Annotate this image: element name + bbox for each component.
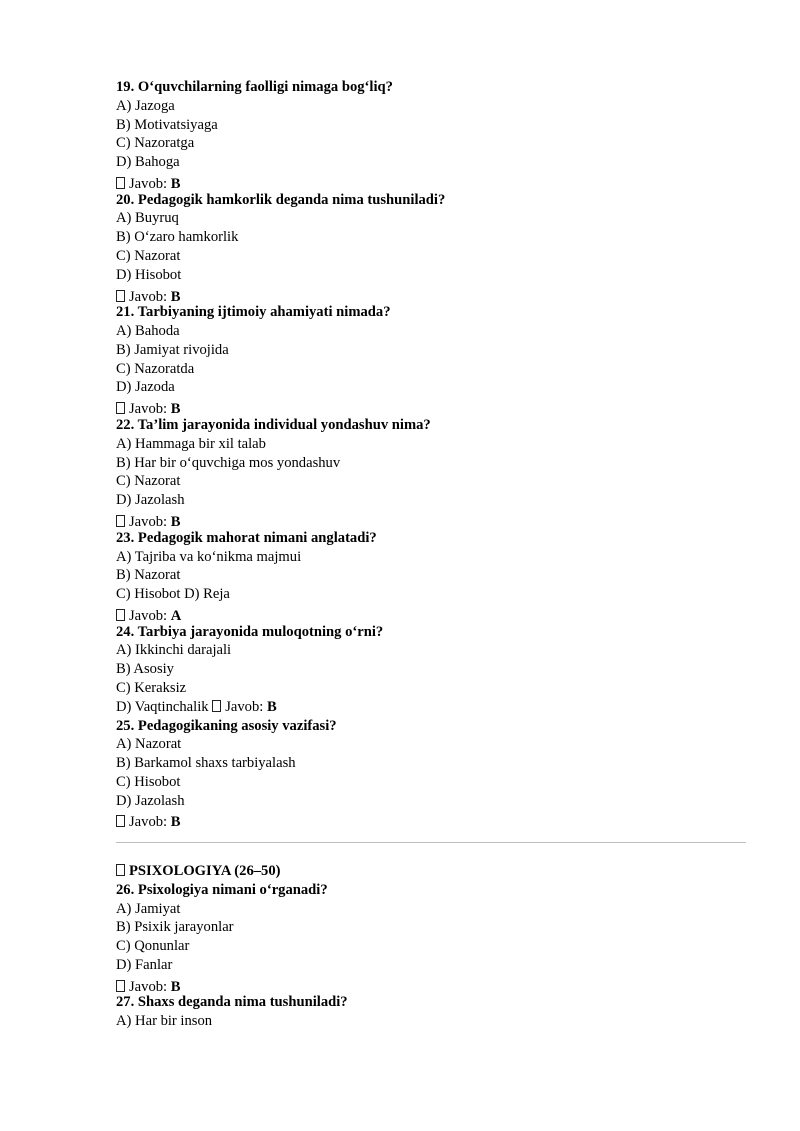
question-title xyxy=(116,993,348,1011)
question-text: Pedagogik mahorat nimani anglatadi? xyxy=(137,529,377,546)
missing-glyph-icon xyxy=(116,402,125,414)
question-title xyxy=(116,529,377,547)
question-text: O‘quvchilarning faolligi nimaga bog‘liq? xyxy=(137,79,393,95)
missing-glyph-icon xyxy=(116,290,125,302)
option-text: C) Hisobot D) Reja xyxy=(116,586,230,603)
question-number: 23. xyxy=(116,529,135,546)
answer-letter: B xyxy=(170,513,181,530)
option-text: D) Vaqtinchalik xyxy=(116,698,209,715)
answer-label: Javob: xyxy=(129,513,168,530)
answer-label: Javob: xyxy=(225,698,264,715)
missing-glyph-icon xyxy=(116,864,125,876)
answer-option xyxy=(116,454,340,472)
question-number: 25. xyxy=(116,717,135,734)
answer-option xyxy=(116,209,179,227)
answer-option xyxy=(116,585,230,603)
question-number: 27. xyxy=(116,994,135,1011)
answer-letter: B xyxy=(170,814,181,831)
option-text: D) Jazolash xyxy=(116,492,185,509)
answer-option xyxy=(116,918,234,936)
missing-glyph-icon xyxy=(116,515,125,527)
answer-option xyxy=(116,735,181,753)
option-text: B) Asosiy xyxy=(116,661,174,678)
option-text: D) Hisobot xyxy=(116,266,182,283)
question-title xyxy=(116,191,445,209)
missing-glyph-icon xyxy=(116,815,125,827)
option-text: A) Hammaga bir xil talab xyxy=(116,435,266,452)
answer-option xyxy=(116,937,189,955)
answer-option xyxy=(116,698,277,716)
answer-option xyxy=(116,435,266,453)
option-text: B) Motivatsiyaga xyxy=(116,116,218,133)
answer-option xyxy=(116,247,180,265)
answer-option xyxy=(116,228,238,246)
option-text: C) Nazorat xyxy=(116,473,181,490)
option-text: B) Psixik jarayonlar xyxy=(116,919,234,936)
option-text: B) Barkamol shaxs tarbiyalash xyxy=(116,755,296,772)
option-text: C) Hisobot xyxy=(116,773,181,790)
option-text: C) Qonunlar xyxy=(116,938,190,955)
answer-label: Javob: xyxy=(129,175,168,192)
option-text: B) Nazorat xyxy=(116,567,181,584)
answer-label: Javob: xyxy=(129,607,168,624)
option-text: A) Har bir inson xyxy=(116,1013,213,1030)
option-text: D) Jazolash xyxy=(116,792,185,809)
answer-label: Javob: xyxy=(129,401,168,418)
section-heading xyxy=(116,862,281,880)
question-text: Tarbiyaning ijtimoiy ahamiyati nimada? xyxy=(137,304,391,321)
missing-glyph-icon xyxy=(116,177,125,189)
answer-option xyxy=(116,900,180,918)
option-text: D) Jazoda xyxy=(116,379,175,396)
option-text: A) Jamiyat xyxy=(116,900,181,917)
question-number: 26. xyxy=(116,881,135,898)
question-title xyxy=(116,78,393,96)
option-text: A) Nazorat xyxy=(116,736,182,753)
missing-glyph-icon xyxy=(212,700,221,712)
option-text: A) Tajriba va ko‘nikma majmui xyxy=(116,548,302,565)
answer-label: Javob: xyxy=(129,978,168,995)
question-number: 21. xyxy=(116,304,135,321)
answer-letter: B xyxy=(170,978,181,995)
answer-option xyxy=(116,322,180,340)
answer-option xyxy=(116,660,174,678)
missing-glyph-icon xyxy=(116,980,125,992)
question-number: 24. xyxy=(116,623,135,640)
answer-option xyxy=(116,378,175,396)
answer-option xyxy=(116,266,181,284)
question-number: 19. xyxy=(116,79,135,95)
option-text: A) Bahoda xyxy=(116,323,180,340)
answer-letter: B xyxy=(266,698,277,715)
section-divider xyxy=(116,842,746,843)
question-text: Psixologiya nimani o‘rganadi? xyxy=(137,881,328,898)
question-text: Tarbiya jarayonida muloqotning o‘rni? xyxy=(137,623,384,640)
option-text: B) O‘zaro hamkorlik xyxy=(116,229,239,246)
section-title: PSIXOLOGIYA (26–50) xyxy=(129,863,281,879)
option-text: C) Keraksiz xyxy=(116,679,187,696)
question-title xyxy=(116,303,391,321)
answer-line xyxy=(116,813,181,831)
answer-option xyxy=(116,472,180,490)
answer-letter: B xyxy=(170,288,181,305)
answer-option xyxy=(116,566,180,584)
question-text: Pedagogikaning asosiy vazifasi? xyxy=(137,717,337,734)
question-title xyxy=(116,717,337,735)
answer-option xyxy=(116,956,172,974)
question-number: 20. xyxy=(116,191,135,208)
answer-option xyxy=(116,116,218,134)
answer-letter: B xyxy=(170,401,181,418)
question-text: Pedagogik hamkorlik deganda nima tushuniladi? xyxy=(137,191,446,208)
answer-option xyxy=(116,134,194,152)
option-text: B) Jamiyat rivojida xyxy=(116,341,229,358)
option-text: B) Har bir o‘quvchiga mos yondashuv xyxy=(116,454,341,471)
answer-letter: A xyxy=(170,607,182,624)
question-text: Ta’lim jarayonida individual yondashuv nima? xyxy=(137,417,431,434)
answer-option xyxy=(116,491,185,509)
answer-option xyxy=(116,548,301,566)
answer-option xyxy=(116,754,296,772)
option-text: C) Nazoratga xyxy=(116,135,195,152)
question-text: Shaxs deganda nima tushuniladi? xyxy=(137,994,348,1011)
option-text: C) Nazorat xyxy=(116,248,181,265)
answer-option xyxy=(116,360,194,378)
answer-option xyxy=(116,792,185,810)
question-title xyxy=(116,623,383,641)
answer-option xyxy=(116,97,175,115)
answer-option xyxy=(116,641,231,659)
answer-label: Javob: xyxy=(129,288,168,305)
option-text: A) Ikkinchi darajali xyxy=(116,642,232,659)
answer-option xyxy=(116,153,180,171)
option-text: A) Jazoga xyxy=(116,97,175,114)
answer-option xyxy=(116,679,186,697)
option-text: A) Buyruq xyxy=(116,210,179,227)
answer-option xyxy=(116,773,180,791)
question-number: 22. xyxy=(116,417,135,434)
option-text: D) Bahoga xyxy=(116,154,180,171)
answer-option xyxy=(116,1012,212,1030)
answer-option xyxy=(116,341,229,359)
answer-label: Javob: xyxy=(129,814,168,831)
question-title xyxy=(116,881,328,899)
option-text: D) Fanlar xyxy=(116,956,173,973)
question-title xyxy=(116,416,431,434)
answer-letter: B xyxy=(170,175,181,192)
missing-glyph-icon xyxy=(116,609,125,621)
option-text: C) Nazoratda xyxy=(116,360,195,377)
